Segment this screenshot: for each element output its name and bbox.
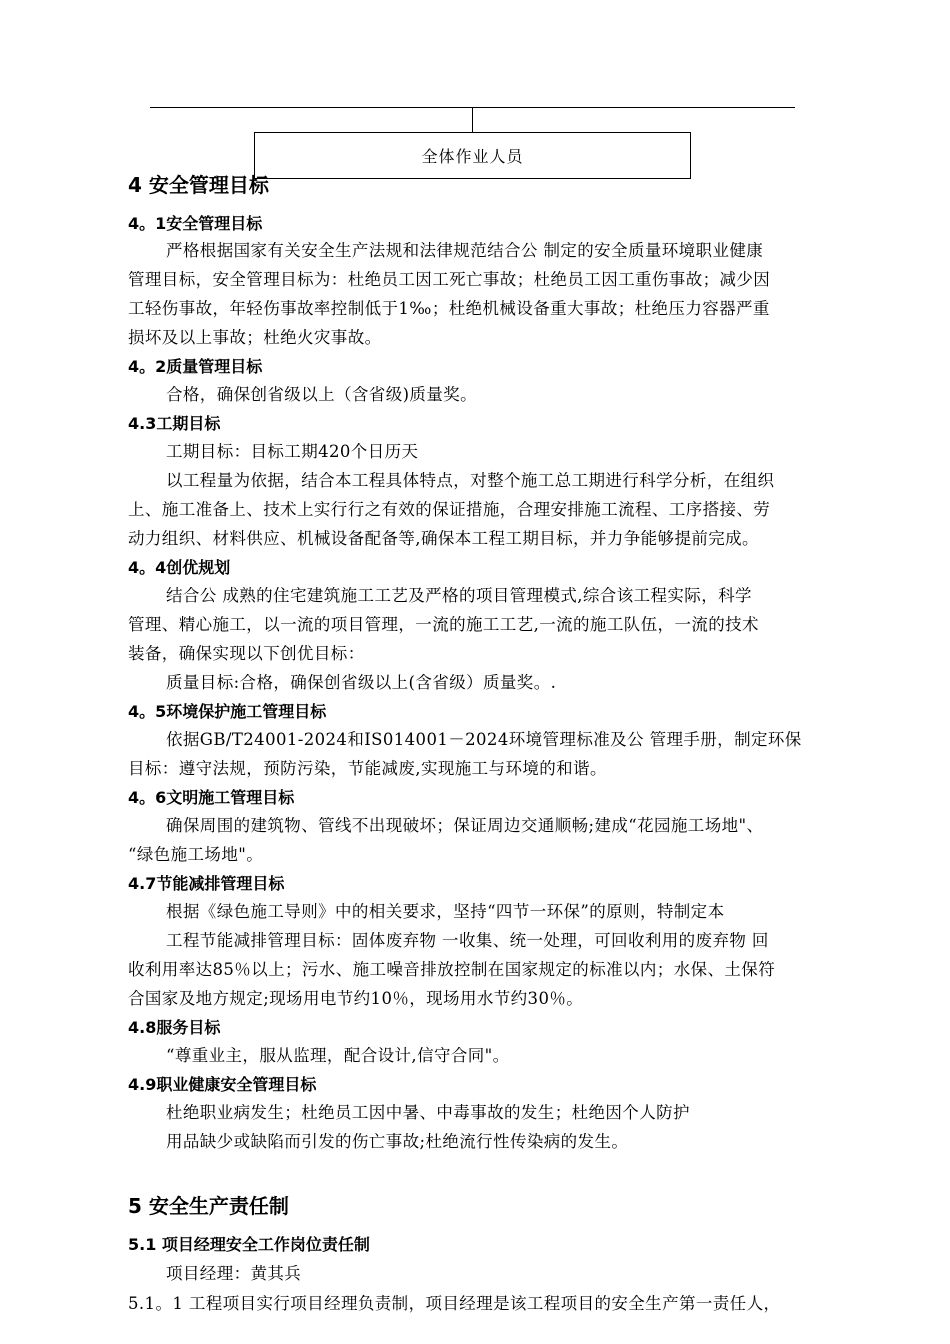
para-4-5-line: 目标：遵守法规，预防污染，节能减废,实现施工与环境的和谐。: [128, 759, 607, 778]
heading-4-2: 4。2质量管理目标: [128, 357, 263, 376]
heading-4-3: 4.3工期目标: [128, 414, 221, 433]
section-5-title: 5 安全生产责任制: [128, 1194, 289, 1218]
project-manager-line: 项目经理：黄其兵: [166, 1264, 302, 1283]
para-4-3-line: 动力组织、材料供应、机械设备配备等,确保本工程工期目标，并力争能够提前完成。: [128, 529, 759, 548]
para-4-9-line: 用品缺少或缺陷而引发的伤亡事故;杜绝流行性传染病的发生。: [166, 1132, 629, 1151]
para-4-3-line: 工期目标：目标工期420个日历天: [166, 442, 419, 461]
para-4-9-line: 杜绝职业病发生；杜绝员工因中暑、中毒事故的发生；杜绝因个人防护: [166, 1103, 690, 1122]
heading-4-5: 4。5环境保护施工管理目标: [128, 702, 327, 721]
heading-5-1: 5.1 项目经理安全工作岗位责任制: [128, 1235, 370, 1254]
para-4-4-line: 结合公 成熟的住宅建筑施工工艺及严格的项目管理模式,综合该工程实际，科学: [166, 586, 752, 605]
para-4-2-line: 合格，确保创省级以上（含省级)质量奖。: [166, 385, 478, 404]
heading-4-8: 4.8服务目标: [128, 1018, 221, 1037]
heading-4-1: 4。1安全管理目标: [128, 214, 263, 233]
para-4-6-line: 确保周围的建筑物、管线不出现破坏；保证周边交通顺畅;建成“花园施工场地"、: [166, 816, 764, 835]
para-4-7-line: 工程节能减排管理目标：固体废弃物 一收集、统一处理，可回收利用的废弃物 回: [166, 931, 769, 950]
para-4-6-line: “绿色施工场地"。: [128, 845, 264, 864]
heading-4-9: 4.9职业健康安全管理目标: [128, 1075, 317, 1094]
para-4-8-line: “尊重业主，服从监理，配合设计,信守合同"。: [166, 1046, 510, 1065]
heading-4-7: 4.7节能减排管理目标: [128, 874, 285, 893]
org-chart-connector: [472, 107, 473, 132]
para-4-7-line: 根据《绿色施工导则》中的相关要求，坚持“四节一环保”的原则，特制定本: [166, 902, 725, 921]
item-5-1-1: 5.1。1 工程项目实行项目经理负责制，项目经理是该工程项目的安全生产第一责任人，: [128, 1294, 781, 1313]
para-4-1-line: 损坏及以上事故；杜绝火灾事故。: [128, 328, 382, 347]
heading-4-6: 4。6文明施工管理目标: [128, 788, 295, 807]
section-4-title: 4 安全管理目标: [128, 173, 269, 197]
heading-4-4: 4。4创优规划: [128, 558, 231, 577]
para-4-7-line: 合国家及地方规定;现场用电节约10％，现场用水节约30％。: [128, 989, 584, 1008]
para-4-1-line: 管理目标，安全管理目标为：杜绝员工因工死亡事故；杜绝员工因工重伤事故；减少因: [128, 270, 771, 289]
para-4-4-line: 装备，确保实现以下创优目标：: [128, 644, 365, 663]
para-4-3-line: 上、施工准备上、技术上实行行之有效的保证措施，合理安排施工流程、工序搭接、劳: [128, 500, 771, 519]
para-4-4-line: 质量目标:合格，确保创省级以上(含省级）质量奖。.: [166, 673, 557, 692]
org-chart-box-label: 全体作业人员: [421, 147, 524, 166]
org-chart-box-all-workers: [254, 132, 691, 179]
para-4-4-line: 管理、精心施工，以一流的项目管理，一流的施工工艺,一流的施工队伍，一流的技术: [128, 615, 759, 634]
para-4-1-line: 工轻伤事故，年轻伤事故率控制低于1‰；杜绝机械设备重大事故；杜绝压力容器严重: [128, 299, 770, 318]
para-4-3-line: 以工程量为依据，结合本工程具体特点，对整个施工总工期进行科学分析，在组织: [166, 471, 775, 490]
para-4-7-line: 收利用率达85％以上；污水、施工噪音排放控制在国家规定的标准以内；水保、土保符: [128, 960, 776, 979]
para-4-5-line: 依据GB/T24001-2024和IS014001－2024环境管理标准及公 管理手册，制定环保: [166, 730, 802, 749]
para-4-1-line: 严格根据国家有关安全生产法规和法律规范结合公 制定的安全质量环境职业健康: [166, 241, 764, 260]
